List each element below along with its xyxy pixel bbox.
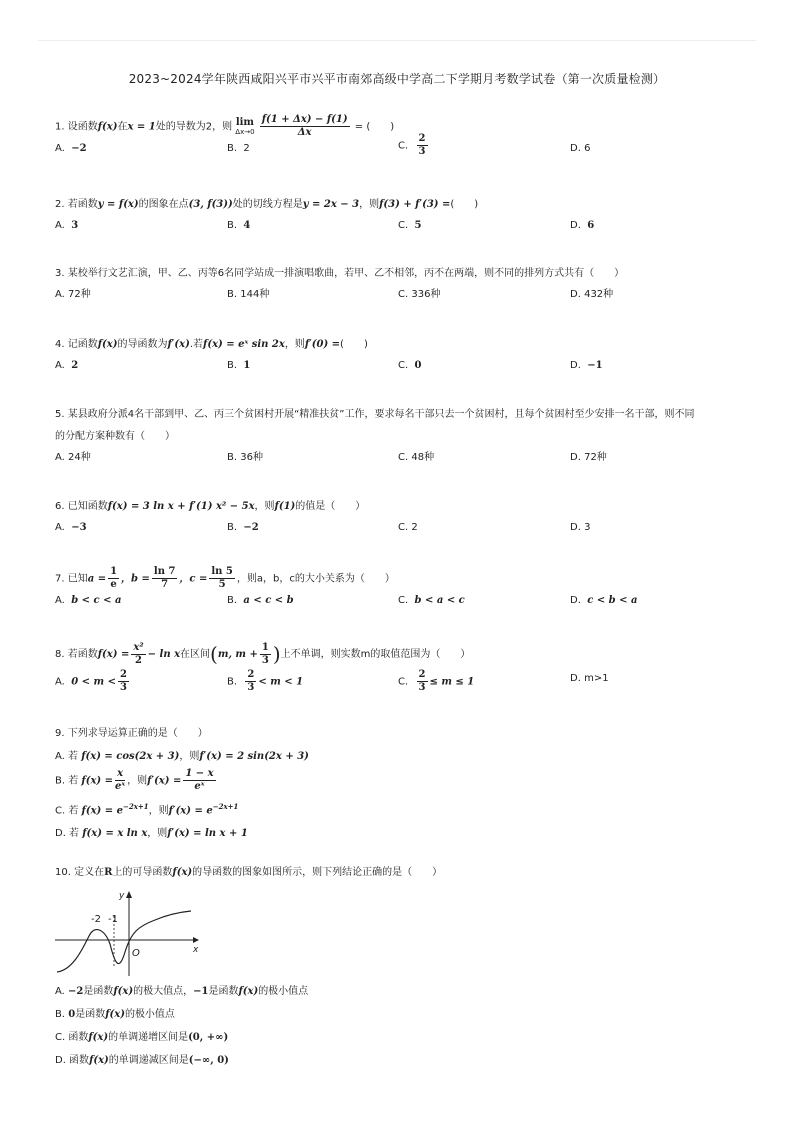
y-axis-arrow bbox=[126, 891, 132, 898]
question-2-options bbox=[55, 216, 745, 236]
option-b[interactable]: B. a < c < b bbox=[227, 595, 294, 606]
question-7-stem: 7. 已知a = $\frac{1}{e}$ ，b = $\frac{\ln 7}{7}$ ，c = $\frac{\ln 5}{5}$ ，则a，b，c的大小关系为（ ） bbox=[55, 566, 395, 590]
question-1-options bbox=[55, 133, 745, 159]
option-c[interactable]: C. $\frac{2}{3}$ bbox=[398, 133, 426, 157]
limit: lim Δx→0 bbox=[235, 117, 255, 136]
question-8-options bbox=[55, 669, 745, 699]
option-d[interactable]: D. c < b < a bbox=[570, 595, 638, 606]
tick-label-minus-1: -1 bbox=[108, 914, 118, 925]
question-5-stem: 5. 某县政府分派4名干部到甲、乙、丙三个贫困村开展“精准扶贫”工作，要求每名干部只去一个贫困村，且每个贫困村至少安排一名干部，则不同 的分配方案种数有（ ） bbox=[55, 409, 695, 442]
option-b[interactable]: B. 36种 bbox=[227, 452, 263, 463]
option-a[interactable]: A. −3 bbox=[55, 522, 87, 533]
derivative-curve bbox=[57, 911, 191, 972]
derivative-graph bbox=[55, 886, 205, 978]
option-d[interactable]: D. 3 bbox=[570, 522, 591, 533]
option-c[interactable]: C. 5 bbox=[398, 220, 422, 231]
tick-label-minus-2: -2 bbox=[91, 914, 101, 925]
option-d[interactable]: D. 6 bbox=[570, 220, 595, 231]
option-a[interactable]: A. 24种 bbox=[55, 452, 91, 463]
option-a[interactable]: A. b < c < a bbox=[55, 595, 122, 606]
x-axis-label: x bbox=[193, 945, 199, 955]
question-7 bbox=[55, 566, 745, 611]
option-d[interactable]: D. −1 bbox=[570, 360, 603, 371]
question-9-options bbox=[55, 745, 745, 845]
question-6 bbox=[55, 496, 745, 538]
option-c[interactable]: C. 336种 bbox=[398, 289, 441, 300]
option-b[interactable]: B. 0是函数f(x)的极小值点 bbox=[55, 1009, 175, 1020]
option-c[interactable]: C. $\frac{2}{3}$ ≤ m ≤ 1 bbox=[398, 669, 475, 693]
option-d[interactable]: D. 函数f(x)的单调递减区间是(−∞, 0) bbox=[55, 1055, 229, 1066]
option-b[interactable]: B. 2 bbox=[227, 143, 250, 154]
question-4 bbox=[55, 334, 745, 376]
option-d[interactable]: D. 72种 bbox=[570, 452, 607, 463]
question-5-options bbox=[55, 448, 745, 468]
option-d[interactable]: D. 6 bbox=[570, 143, 591, 154]
option-c[interactable]: C. 函数f(x)的单调递增区间是(0, +∞) bbox=[55, 1032, 229, 1043]
top-divider bbox=[38, 40, 756, 41]
question-6-stem: 6. 已知函数f(x) = 3 ln x + f′(1) x² − 5x，则f(1)的值是（ ） bbox=[55, 501, 366, 512]
question-3-stem: 3. 某校举行文艺汇演，甲、乙、丙等6名同学站成一排演唱歌曲，若甲、乙不相邻，丙不在两端，则不同的排列方式共有（ ） bbox=[55, 268, 625, 279]
question-1-stem: 1. 设函数f(x)在x = 1处的导数为2，则 lim Δx→0 $\frac{f(1 + \Delta x) - f(1)}{\Delta x}$ = ( ) bbox=[55, 114, 395, 138]
option-d[interactable]: D. 若 f(x) = x ln x，则f′(x) = ln x + 1 bbox=[55, 827, 248, 839]
question-10 bbox=[55, 862, 745, 1072]
option-c[interactable]: C. 0 bbox=[398, 360, 422, 371]
question-7-options bbox=[55, 591, 745, 611]
question-4-stem: 4. 记函数f(x)的导函数为f′(x).若f(x) = eˣ sin 2x，则f′(0) =( ) bbox=[55, 339, 368, 350]
question-8-stem: 8. 若函数f(x) = $\frac{\text{x²}}{2}$ − ln x在区间(m, m + $\frac{1}{3}$ )上不单调，则实数m的取值范围为（ ） bbox=[55, 641, 471, 666]
option-a[interactable]: A. 3 bbox=[55, 220, 79, 231]
option-a[interactable]: A. −2是函数f(x)的极大值点，−1是函数f(x)的极小值点 bbox=[55, 986, 309, 997]
question-9 bbox=[55, 723, 745, 845]
origin-label: O bbox=[132, 948, 140, 959]
option-c[interactable]: C. b < a < c bbox=[398, 595, 465, 606]
question-3 bbox=[55, 263, 745, 305]
option-b[interactable]: B. −2 bbox=[227, 522, 259, 533]
option-b[interactable]: B. 4 bbox=[227, 220, 251, 231]
question-8 bbox=[55, 640, 745, 699]
question-1 bbox=[55, 114, 745, 159]
option-d[interactable]: D. 432种 bbox=[570, 289, 614, 300]
question-10-stem: 10. 定义在R上的可导函数f(x)的导函数的图象如图所示，则下列结论正确的是（ ） bbox=[55, 867, 443, 878]
y-axis-label: y bbox=[119, 891, 125, 901]
option-b[interactable]: B. 若 f(x) = $\frac{x}{\text{eˣ}}$ ，则f′(x) = $\frac{1 - x}{\text{eˣ}}$ bbox=[55, 768, 214, 792]
question-6-options bbox=[55, 518, 745, 538]
question-5 bbox=[55, 404, 745, 468]
option-b[interactable]: B. 1 bbox=[227, 360, 251, 371]
option-a[interactable]: A. 72种 bbox=[55, 289, 91, 300]
question-2-stem: 2. 若函数y = f(x)的图象在点(3, f(3))处的切线方程是y = 2x − 3，则f(3) + f′(3) =( ) bbox=[55, 199, 479, 210]
option-a[interactable]: A. 0 < m < $\frac{2}{3}$ bbox=[55, 669, 127, 693]
option-a[interactable]: A. −2 bbox=[55, 143, 87, 154]
question-9-stem: 9. 下列求导运算正确的是（ ） bbox=[55, 728, 208, 739]
question-2 bbox=[55, 194, 745, 236]
option-c[interactable]: C. 2 bbox=[398, 522, 418, 533]
option-c[interactable]: C. 若 $f(x) = e^{-2x+1}$，则$f'(x) = e^{-2x+1}$ bbox=[55, 801, 239, 816]
question-10-options bbox=[55, 980, 745, 1072]
option-b[interactable]: B. $\frac{2}{3}$ < m < 1 bbox=[227, 669, 304, 693]
fraction: $\frac{f(1 + \Delta x) - f(1)}{\Delta x}$ bbox=[261, 114, 348, 138]
question-4-options bbox=[55, 356, 745, 376]
option-c[interactable]: C. 48种 bbox=[398, 452, 435, 463]
option-d[interactable]: D. m>1 bbox=[570, 673, 609, 684]
option-a[interactable]: A. 2 bbox=[55, 360, 79, 371]
option-b[interactable]: B. 144种 bbox=[227, 289, 270, 300]
x-axis-arrow bbox=[193, 937, 199, 943]
question-3-options bbox=[55, 285, 745, 305]
page-title: 2023~2024学年陕西咸阳兴平市兴平市南郊高级中学高二下学期月考数学试卷（第一次质量检测） bbox=[128, 72, 666, 86]
option-a[interactable]: A. 若 f(x) = cos(2x + 3)，则f′(x) = 2 sin(2x + 3) bbox=[55, 751, 309, 762]
